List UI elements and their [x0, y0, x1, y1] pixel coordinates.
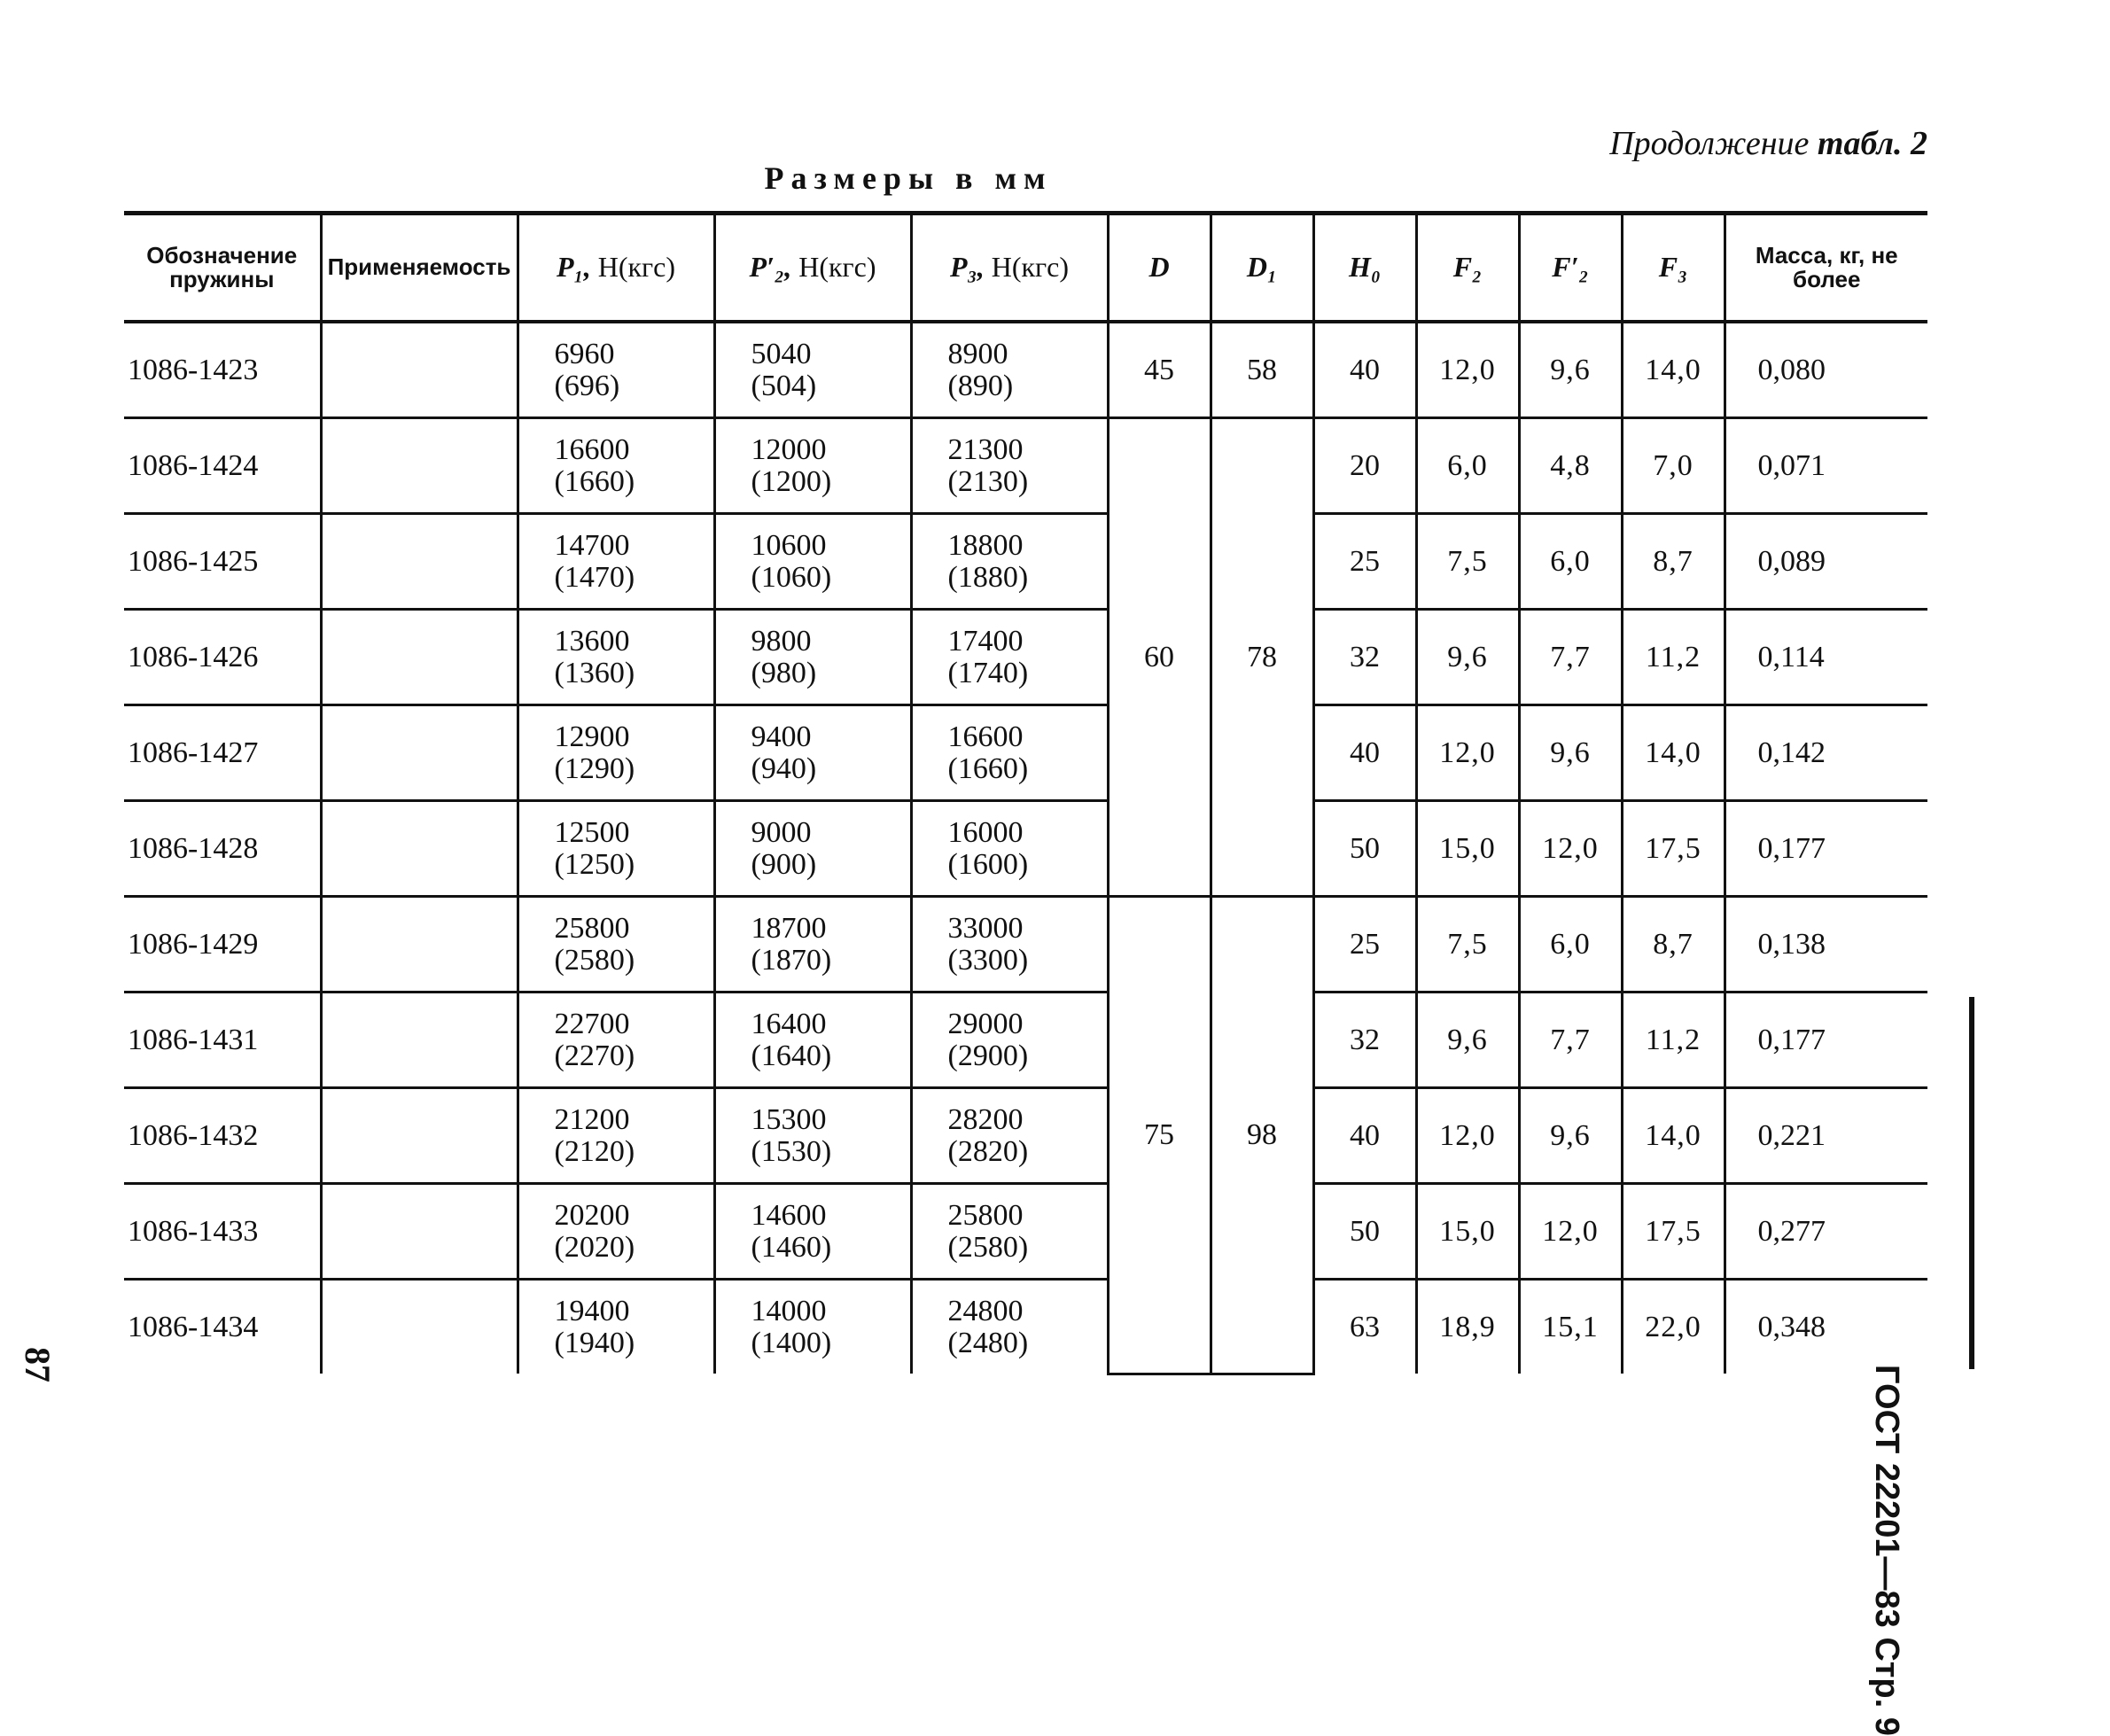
cell-h0: 25	[1313, 514, 1416, 610]
table-row	[124, 1184, 1927, 1280]
cell-f2: 18,9	[1416, 1280, 1519, 1374]
header-f2-prime: F′₂	[1519, 214, 1622, 323]
table-row	[124, 418, 1927, 514]
cell-p3-kgf: (3300)	[947, 943, 1029, 977]
cell-p3	[911, 705, 1108, 801]
cell-p3	[911, 418, 1108, 514]
cell-applicability	[321, 418, 518, 514]
header-row	[124, 214, 1927, 323]
table-row	[124, 322, 1927, 418]
cell-p1-newtons: 22700	[554, 1007, 630, 1040]
cell-d1-group-3: 98	[1211, 897, 1313, 1374]
cell-p3	[911, 322, 1108, 418]
cell-f3: 22,0	[1622, 1280, 1725, 1374]
cell-p1-kgf: (2580)	[554, 943, 635, 977]
units-caption: Размеры в мм	[764, 160, 1053, 196]
cell-p1-kgf: (2120)	[554, 1134, 635, 1168]
cell-designation: 1086-1431	[124, 993, 321, 1088]
cell-applicability	[321, 801, 518, 897]
cell-f3: 7,0	[1622, 418, 1725, 514]
cell-p3-newtons: 16600	[947, 720, 1024, 753]
cell-f2: 9,6	[1416, 993, 1519, 1088]
cell-p2-prime	[714, 897, 911, 993]
cell-p2-prime-kgf: (1400)	[751, 1326, 832, 1359]
header-mass: Масса, кг, не более	[1725, 214, 1927, 323]
header-f2: F₂	[1416, 214, 1519, 323]
cell-p3	[911, 1184, 1108, 1280]
cell-p3-newtons: 16000	[947, 815, 1024, 849]
cell-p2-prime-newtons: 18700	[751, 911, 827, 945]
cell-applicability	[321, 993, 518, 1088]
cell-p1	[518, 1088, 714, 1184]
cell-p1-kgf: (1250)	[554, 847, 635, 881]
cell-p2-prime-kgf: (1640)	[751, 1039, 832, 1072]
cell-p1-kgf: (2020)	[554, 1230, 635, 1264]
side-rule	[1969, 997, 1974, 1369]
cell-p2-prime-kgf: (940)	[751, 751, 817, 785]
cell-p3	[911, 610, 1108, 705]
cell-p2-prime-newtons: 10600	[751, 528, 827, 562]
cell-p3-kgf: (2480)	[947, 1326, 1029, 1359]
cell-applicability	[321, 1088, 518, 1184]
cell-applicability	[321, 514, 518, 610]
cell-p2-prime-newtons: 9800	[751, 624, 812, 658]
cell-p2-prime-newtons: 9000	[751, 815, 812, 849]
cell-p3-newtons: 25800	[947, 1198, 1024, 1232]
cell-p2-prime	[714, 705, 911, 801]
cell-p3	[911, 514, 1108, 610]
table-row	[124, 897, 1927, 993]
cell-p2-prime	[714, 610, 911, 705]
cell-designation: 1086-1426	[124, 610, 321, 705]
header-p1-unit: Н(кгс)	[590, 251, 675, 284]
cell-p1	[518, 993, 714, 1088]
cell-h0: 50	[1313, 801, 1416, 897]
cell-p1-newtons: 19400	[554, 1294, 630, 1327]
cell-h0: 40	[1313, 1088, 1416, 1184]
cell-p3-kgf: (890)	[947, 369, 1014, 402]
header-p2-prime-symbol: P′₂,	[749, 251, 792, 284]
cell-p1-newtons: 16600	[554, 432, 630, 466]
cell-mass: 0,348	[1757, 1310, 1826, 1343]
cell-p3-kgf: (2580)	[947, 1230, 1029, 1264]
cell-p1-newtons: 25800	[554, 911, 630, 945]
table-row	[124, 514, 1927, 610]
cell-f2-prime: 4,8	[1519, 418, 1622, 514]
header-p3-symbol: P₃,	[950, 251, 985, 284]
cell-f3: 14,0	[1622, 705, 1725, 801]
header-p1	[518, 214, 714, 323]
continuation-table-label: табл. 2	[1817, 125, 1927, 162]
header-p2-prime-unit: Н(кгс)	[791, 251, 876, 284]
cell-f3: 8,7	[1622, 514, 1725, 610]
cell-p1	[518, 897, 714, 993]
cell-f2: 9,6	[1416, 610, 1519, 705]
cell-p1	[518, 322, 714, 418]
cell-p1-newtons: 20200	[554, 1198, 630, 1232]
cell-f2: 15,0	[1416, 1184, 1519, 1280]
cell-p1-kgf: (696)	[554, 369, 620, 402]
cell-p3-newtons: 28200	[947, 1102, 1024, 1136]
cell-f3: 14,0	[1622, 322, 1725, 418]
table-row	[124, 705, 1927, 801]
cell-f2-prime: 7,7	[1519, 610, 1622, 705]
cell-p2-prime-kgf: (1060)	[751, 560, 832, 594]
spring-spec-table	[124, 211, 1927, 1375]
cell-p2-prime-newtons: 12000	[751, 432, 827, 466]
cell-f3: 11,2	[1622, 993, 1725, 1088]
cell-mass: 0,142	[1725, 705, 1927, 801]
cell-mass: 0,277	[1725, 1184, 1927, 1280]
cell-p2-prime-newtons: 14600	[751, 1198, 827, 1232]
cell-designation: 1086-1427	[124, 705, 321, 801]
cell-p2-prime-newtons: 16400	[751, 1007, 827, 1040]
cell-mass: 0,089	[1725, 514, 1927, 610]
cell-p1-newtons: 14700	[554, 528, 630, 562]
cell-f3: 8,7	[1622, 897, 1725, 993]
header-designation: Обозначение пружины	[124, 214, 321, 323]
cell-h0: 40	[1313, 705, 1416, 801]
cell-f2-prime: 9,6	[1519, 705, 1622, 801]
cell-f2: 15,0	[1416, 801, 1519, 897]
cell-p3-kgf: (1660)	[947, 751, 1029, 785]
cell-p3	[911, 1280, 1108, 1374]
cell-p1	[518, 514, 714, 610]
cell-f3: 14,0	[1622, 1088, 1725, 1184]
cell-h0: 32	[1313, 993, 1416, 1088]
cell-h0: 50	[1313, 1184, 1416, 1280]
header-p3	[911, 214, 1108, 323]
cell-designation: 1086-1428	[124, 801, 321, 897]
cell-p3	[911, 1088, 1108, 1184]
cell-p2-prime-newtons: 9400	[751, 720, 812, 753]
cell-p2-prime	[714, 322, 911, 418]
cell-designation: 1086-1433	[124, 1184, 321, 1280]
cell-p3-kgf: (1740)	[947, 656, 1029, 689]
cell-p3-newtons: 21300	[947, 432, 1024, 466]
cell-f2-prime: 15,1	[1519, 1280, 1622, 1374]
cell-mass: 0,138	[1725, 897, 1927, 993]
cell-p3-kgf: (2130)	[947, 464, 1029, 498]
cell-mass: 0,114	[1725, 610, 1927, 705]
cell-f2: 7,5	[1416, 514, 1519, 610]
cell-p2-prime	[714, 993, 911, 1088]
cell-p1-kgf: (1660)	[554, 464, 635, 498]
cell-f2-prime: 12,0	[1519, 1184, 1622, 1280]
cell-p3-newtons: 17400	[947, 624, 1024, 658]
cell-p1-kgf: (1940)	[554, 1326, 635, 1359]
cell-p2-prime	[714, 418, 911, 514]
cell-designation: 1086-1423	[124, 322, 321, 418]
cell-p3-newtons: 24800	[947, 1294, 1024, 1327]
cell-f2-prime: 9,6	[1519, 1088, 1622, 1184]
cell-f2-prime: 9,6	[1519, 322, 1622, 418]
cell-p1	[518, 801, 714, 897]
cell-p1-kgf: (2270)	[554, 1039, 635, 1072]
cell-p2-prime	[714, 514, 911, 610]
cell-d-group-2: 60	[1108, 418, 1211, 897]
table-row	[124, 610, 1927, 705]
cell-f3: 17,5	[1622, 1184, 1725, 1280]
cell-p3-kgf: (1880)	[947, 560, 1029, 594]
cell-designation: 1086-1432	[124, 1088, 321, 1184]
gost-page-reference: ГОСТ 22201—83 Стр. 9	[1868, 1365, 1905, 1736]
cell-f2-prime: 12,0	[1519, 801, 1622, 897]
cell-p3-newtons: 8900	[947, 337, 1008, 370]
header-f3: F₃	[1622, 214, 1725, 323]
cell-f2-prime: 6,0	[1519, 897, 1622, 993]
table-row	[124, 1280, 1927, 1374]
cell-f2: 12,0	[1416, 705, 1519, 801]
cell-p3	[911, 993, 1108, 1088]
cell-h0: 63	[1313, 1280, 1416, 1374]
table-row	[124, 801, 1927, 897]
cell-p1-kgf: (1290)	[554, 751, 635, 785]
header-h0: H₀	[1313, 214, 1416, 323]
cell-p2-prime-kgf: (504)	[751, 369, 817, 402]
cell-f2-prime: 7,7	[1519, 993, 1622, 1088]
cell-p1-newtons: 12900	[554, 720, 630, 753]
cell-p2-prime	[714, 1184, 911, 1280]
cell-p1	[518, 418, 714, 514]
cell-applicability	[321, 705, 518, 801]
cell-applicability	[321, 1280, 518, 1374]
cell-p2-prime-kgf: (1870)	[751, 943, 832, 977]
cell-p2-prime-newtons: 15300	[751, 1102, 827, 1136]
header-applicability: Применяемость	[321, 214, 518, 323]
cell-h0: 40	[1313, 322, 1416, 418]
cell-p1	[518, 1280, 714, 1374]
cell-p1-kgf: (1360)	[554, 656, 635, 689]
cell-h0: 25	[1313, 897, 1416, 993]
cell-p1	[518, 610, 714, 705]
cell-f2: 12,0	[1416, 322, 1519, 418]
cell-p2-prime-newtons: 14000	[751, 1294, 827, 1327]
header-d1: D₁	[1211, 214, 1313, 323]
cell-mass: 0,177	[1725, 993, 1927, 1088]
cell-h0: 20	[1313, 418, 1416, 514]
cell-p3-newtons: 18800	[947, 528, 1024, 562]
table-row	[124, 993, 1927, 1088]
cell-p3-kgf: (2820)	[947, 1134, 1029, 1168]
cell-designation: 1086-1425	[124, 514, 321, 610]
cell-applicability	[321, 897, 518, 993]
cell-applicability	[321, 322, 518, 418]
cell-p2-prime-kgf: (900)	[751, 847, 817, 881]
header-p2-prime	[714, 214, 911, 323]
cell-designation: 1086-1424	[124, 418, 321, 514]
cell-d-group-1: 45	[1108, 322, 1211, 418]
cell-p1-newtons: 21200	[554, 1102, 630, 1136]
table-continuation-caption	[1609, 124, 1927, 163]
continuation-prefix: Продолжение	[1609, 125, 1810, 162]
cell-p2-prime-kgf: (1200)	[751, 464, 832, 498]
page-number: 87	[18, 1347, 58, 1382]
cell-p3	[911, 801, 1108, 897]
cell-p2-prime-kgf: (980)	[751, 656, 817, 689]
cell-p3-kgf: (2900)	[947, 1039, 1029, 1072]
cell-f3: 11,2	[1622, 610, 1725, 705]
cell-p3	[911, 897, 1108, 993]
table-row	[124, 1088, 1927, 1184]
cell-p2-prime	[714, 801, 911, 897]
cell-p1-newtons: 13600	[554, 624, 630, 658]
cell-p1-kgf: (1470)	[554, 560, 635, 594]
cell-mass: 0,221	[1725, 1088, 1927, 1184]
cell-p2-prime-kgf: (1530)	[751, 1134, 832, 1168]
cell-p3-newtons: 33000	[947, 911, 1024, 945]
table-body	[124, 322, 1927, 1374]
cell-designation: 1086-1429	[124, 897, 321, 993]
cell-f3: 17,5	[1622, 801, 1725, 897]
cell-d1-group-1: 58	[1211, 322, 1313, 418]
cell-p2-prime-kgf: (1460)	[751, 1230, 832, 1264]
cell-applicability	[321, 610, 518, 705]
cell-f2: 12,0	[1416, 1088, 1519, 1184]
cell-applicability	[321, 1184, 518, 1280]
cell-h0: 32	[1313, 610, 1416, 705]
header-p3-unit: Н(кгс)	[984, 251, 1069, 284]
header-p1-symbol: P₁,	[557, 251, 591, 284]
cell-f2: 7,5	[1416, 897, 1519, 993]
cell-mass: 0,080	[1725, 322, 1927, 418]
cell-p1	[518, 1184, 714, 1280]
cell-mass: 0,071	[1725, 418, 1927, 514]
cell-p1-newtons: 12500	[554, 815, 630, 849]
cell-p1-newtons: 6960	[554, 337, 615, 370]
cell-p3-kgf: (1600)	[947, 847, 1029, 881]
cell-d-group-3: 75	[1108, 897, 1211, 1374]
header-d: D	[1108, 214, 1211, 323]
cell-p1	[518, 705, 714, 801]
cell-mass: 0,177	[1725, 801, 1927, 897]
cell-designation: 1086-1434	[124, 1280, 321, 1374]
cell-p2-prime-newtons: 5040	[751, 337, 812, 370]
cell-p2-prime	[714, 1280, 911, 1374]
cell-d1-group-2: 78	[1211, 418, 1313, 897]
cell-p3-newtons: 29000	[947, 1007, 1024, 1040]
cell-f2-prime: 6,0	[1519, 514, 1622, 610]
cell-f2: 6,0	[1416, 418, 1519, 514]
cell-p2-prime	[714, 1088, 911, 1184]
